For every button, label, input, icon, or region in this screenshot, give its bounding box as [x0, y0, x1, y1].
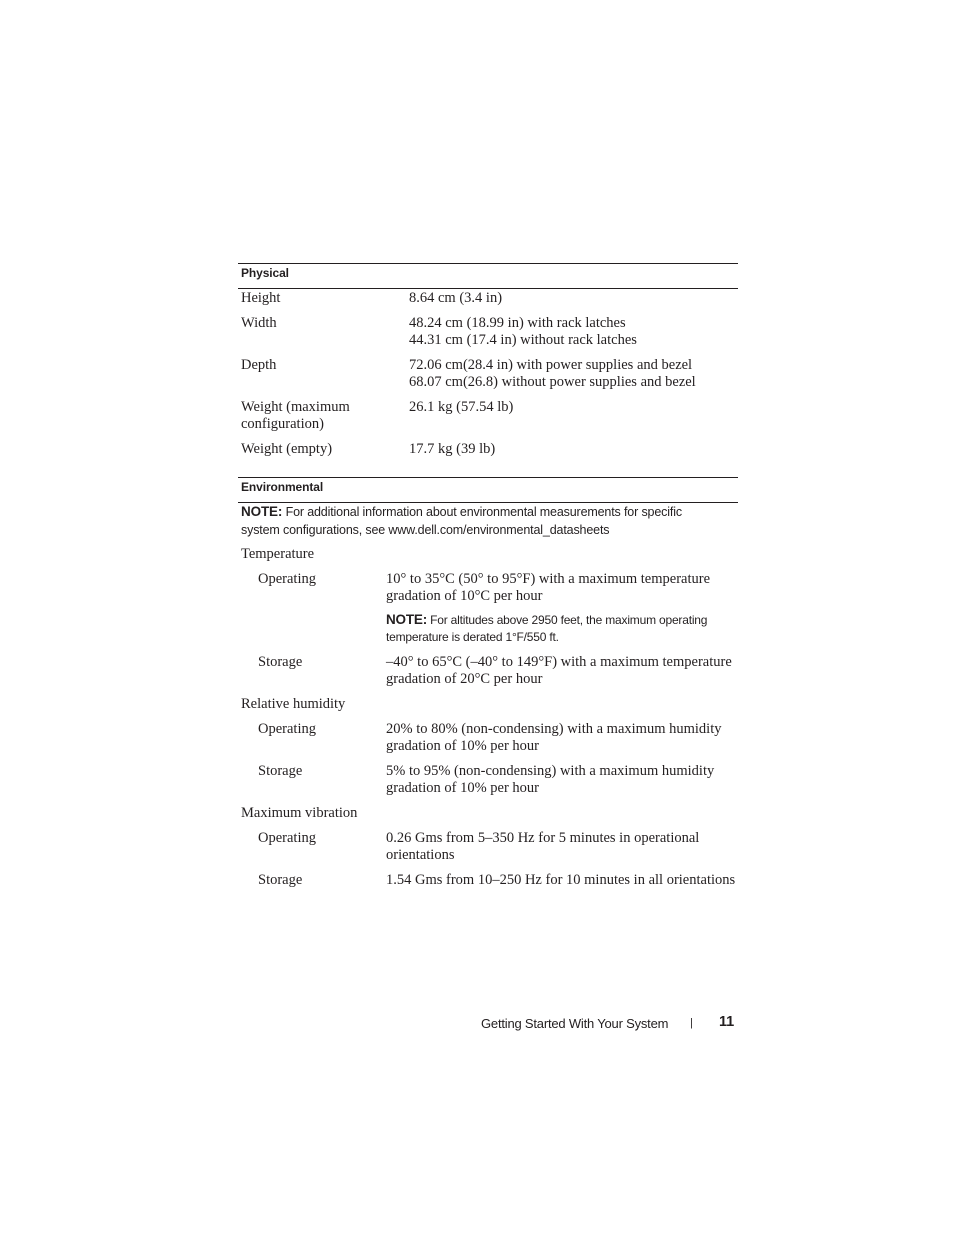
footer-title: Getting Started With Your System [481, 1016, 669, 1031]
physical-value-width: 48.24 cm (18.99 in) with rack latches 44.31 cm (17.4 in) without rack latches [409, 315, 637, 348]
vibration-storage-value: 1.54 Gms from 10–250 Hz for 10 minutes in all orientations [386, 872, 736, 888]
table-top-rule [238, 263, 738, 264]
physical-value-weight-max: 26.1 kg (57.54 lb) [409, 399, 514, 415]
humidity-storage-label: Storage [258, 763, 303, 779]
environmental-heading: Environmental [241, 480, 324, 494]
environmental-top-rule [238, 477, 738, 478]
page-number: 11 [719, 1014, 734, 1030]
humidity-storage-value: 5% to 95% (non-condensing) with a maximum humidity gradation of 10% per hour [386, 763, 715, 796]
temperature-label: Temperature [241, 546, 315, 562]
physical-value-height: 8.64 cm (3.4 in) [409, 290, 503, 306]
physical-heading: Physical [241, 266, 289, 280]
note-label: NOTE: [241, 504, 283, 519]
temperature-operating-value: 10° to 35°C (50° to 95°F) with a maximum temperature gradation of 10°C per hour [386, 571, 711, 604]
vibration-storage-label: Storage [258, 872, 303, 888]
temperature-operating-label: Operating [258, 571, 316, 587]
physical-label-height: Height [241, 290, 281, 306]
humidity-label: Relative humidity [241, 696, 346, 712]
temperature-storage-value: –40° to 65°C (–40° to 149°F) with a maximum temperature gradation of 20°C per hour [386, 654, 732, 687]
vibration-label: Maximum vibration [241, 805, 358, 821]
vibration-operating-label: Operating [258, 830, 316, 846]
physical-value-depth: 72.06 cm(28.4 in) with power supplies and bezel 68.07 cm(26.8) without power supplies and bezel [409, 357, 696, 390]
physical-label-weight-empty: Weight (empty) [241, 441, 333, 457]
vibration-operating-value: 0.26 Gms from 5–350 Hz for 5 minutes in operational orientations [386, 830, 700, 863]
humidity-operating-value: 20% to 80% (non-condensing) with a maximum humidity gradation of 10% per hour [386, 721, 722, 754]
physical-label-weight-max: Weight (maximum configuration) [241, 399, 350, 432]
footer-separator: | [690, 1017, 693, 1029]
physical-heading-rule [238, 288, 738, 289]
environmental-note: NOTE: For additional information about environmental measurements for specific system configurations, see www.dell.com/environmental_datasheets [241, 504, 682, 537]
humidity-operating-label: Operating [258, 721, 316, 737]
physical-value-weight-empty: 17.7 kg (39 lb) [409, 441, 496, 457]
temperature-operating-note: NOTE: For altitudes above 2950 feet, the maximum operating temperature is derated 1°F/550 ft. [386, 612, 708, 644]
physical-label-width: Width [241, 315, 277, 331]
temperature-storage-label: Storage [258, 654, 303, 670]
note-label: NOTE: [386, 612, 427, 627]
physical-label-depth: Depth [241, 357, 277, 373]
